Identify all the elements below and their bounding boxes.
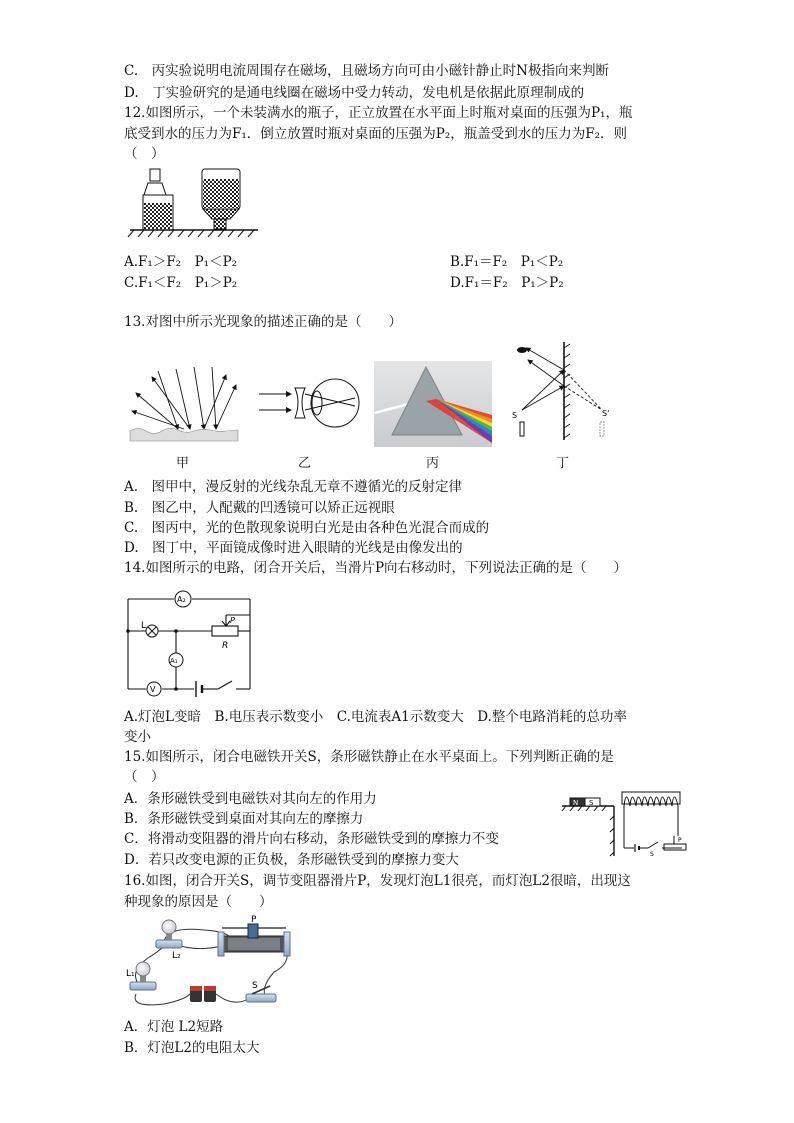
q13-caption-yi: 乙 <box>298 456 312 471</box>
q16-stem-line1: 16.如图，闭合开关S，调节变阻器滑片P，发现灯泡L1很亮，而灯泡L2很暗，出现这 <box>124 873 631 889</box>
q12-option-b: B.F₁＝F₂ P₁＜P₂ <box>450 254 564 270</box>
q14-options-line2: 变小 <box>124 729 151 745</box>
q13-prism-dispersion-figure <box>374 361 492 447</box>
magnet-n-label: N <box>573 799 579 807</box>
q13-caption-jia: 甲 <box>176 456 190 471</box>
lamp-l2-label: L₂ <box>172 951 181 961</box>
q13-option-d: D. 图丁中，平面镜成像时进入眼睛的光线是由像发出的 <box>124 540 463 556</box>
q13-plane-mirror-figure <box>508 340 614 442</box>
q13-option-a: A. 图甲中，漫反射的光线杂乱无章不遵循光的反射定律 <box>124 479 463 495</box>
q13-caption-ding: 丁 <box>556 456 570 471</box>
mirror-source-label: S <box>512 411 518 420</box>
ammeter-a1-label: A₁ <box>170 657 178 665</box>
q16-stem-line2: 种现象的原因是（ ） <box>124 894 273 910</box>
q12-option-a: A.F₁＞F₂ P₁＜P₂ <box>124 254 238 270</box>
resistor-r-label: R <box>222 641 229 651</box>
q12-stem-line1: 12.如图所示，一个未装满水的瓶子，正立放置在水平面上时瓶对桌面的压强为P₁，瓶 <box>124 105 633 121</box>
inverted-bottle <box>202 169 240 229</box>
q16-circuit-figure <box>124 912 296 1014</box>
voltmeter-label: V <box>150 685 156 694</box>
q11-option-c: C. 丙实验说明电流周围存在磁场，且磁场方向可由小磁针静止时N极指向来判断 <box>124 63 609 79</box>
q15-option-a: A．条形磁铁受到电磁铁对其向左的作用力 <box>124 791 377 807</box>
switch-s-label: S <box>650 851 654 858</box>
q13-caption-bing: 丙 <box>426 456 440 471</box>
magnet-s-label: S <box>589 799 594 807</box>
q13-eye-lens-figure <box>255 378 367 434</box>
q12-stem-line2: 底受到水的压力为F₁．倒立放置时瓶对桌面的压强为P₂，瓶盖受到水的压力为F₂．则 <box>124 126 628 142</box>
q15-option-d: D．若只改变电源的正负极，条形磁铁受到的摩擦力变大 <box>124 852 459 868</box>
rheostat-p-label: P <box>251 915 257 925</box>
q15-electromagnet-figure <box>560 786 690 858</box>
lamp-l1-label: L₁ <box>126 969 135 979</box>
lamp-l-label: L <box>141 621 147 631</box>
slider-p-label-15: P <box>678 837 682 844</box>
q12-bottles-figure <box>126 165 266 243</box>
switch-s-label-16: S <box>252 981 258 991</box>
q15-stem-line1: 15.如图所示，闭合电磁铁开关S，条形磁铁静止在水平桌面上。下列判断正确的是 <box>124 749 614 765</box>
q11-option-d: D. 丁实验研究的是通电线圈在磁场中受力转动，发电机是依据此原理制成的 <box>124 85 585 101</box>
q15-stem-line2: （ ） <box>124 769 165 785</box>
ammeter-a2-label: A₂ <box>177 595 186 604</box>
q12-stem-line3: （ ） <box>124 146 165 162</box>
q13-diffuse-reflection-figure <box>128 363 240 443</box>
q13-stem: 13.对图中所示光现象的描述正确的是（ ） <box>124 314 402 330</box>
upright-bottle <box>143 169 173 230</box>
slider-p-label: P <box>230 616 235 625</box>
q14-circuit-figure <box>124 585 256 701</box>
q13-option-c: C. 图丙中，光的色散现象说明白光是由各种色光混合而成的 <box>124 520 490 536</box>
q12-option-c: C.F₁＜F₂ P₁＞P₂ <box>124 275 238 291</box>
mirror-image-label: S' <box>602 409 610 418</box>
q13-option-b: B. 图乙中，人配戴的凹透镜可以矫正远视眼 <box>124 500 395 516</box>
q14-options-line1: A.灯泡L变暗 B.电压表示数变小 C.电流表A1示数变大 D.整个电路消耗的总功率 <box>124 709 627 725</box>
q16-option-a: A．灯泡 L2短路 <box>124 1019 224 1035</box>
q15-option-b: B．条形磁铁受到桌面对其向左的摩擦力 <box>124 811 364 827</box>
q14-stem: 14.如图所示的电路，闭合开关后，当滑片P向右移动时，下列说法正确的是（ ） <box>124 560 628 576</box>
q16-option-b: B．灯泡L2的电阻太大 <box>124 1040 260 1056</box>
q15-option-c: C．将滑动变阻器的滑片向右移动，条形磁铁受到的摩擦力不变 <box>124 831 499 847</box>
q12-option-d: D.F₁＝F₂ P₁＞P₂ <box>450 275 564 291</box>
